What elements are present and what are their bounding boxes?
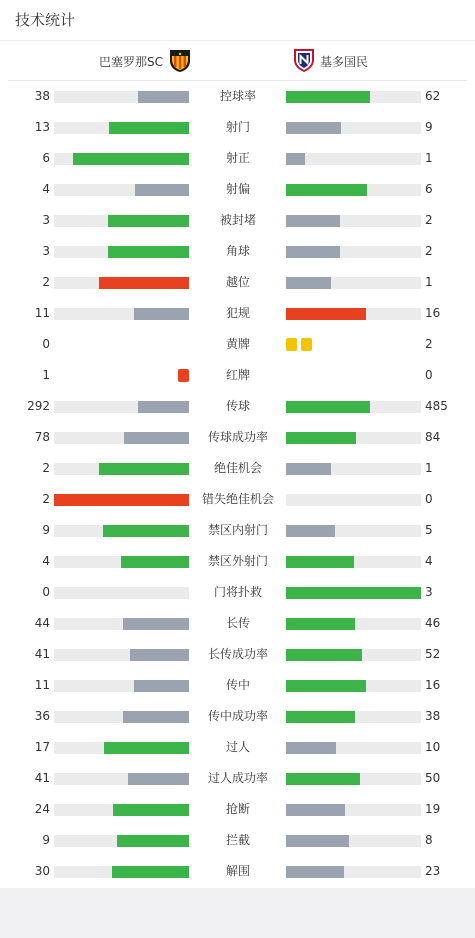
away-value: 4 xyxy=(425,554,433,568)
stat-label: 被封堵 xyxy=(219,213,256,227)
away-value: 0 xyxy=(425,368,433,382)
stat-row xyxy=(0,546,475,577)
away-bar-track xyxy=(286,866,421,878)
home-bar-track xyxy=(54,91,189,103)
home-bar-track xyxy=(54,618,189,630)
home-bar-fill xyxy=(134,308,189,320)
stat-row xyxy=(0,453,475,484)
home-value: 78 xyxy=(34,430,50,444)
stat-label: 传球 xyxy=(225,399,250,413)
away-bar-track xyxy=(286,773,421,785)
page-footer-area xyxy=(0,888,475,938)
home-bar-fill xyxy=(112,866,189,878)
home-bar-track xyxy=(54,277,189,289)
away-bar-fill xyxy=(286,866,344,878)
home-bar-fill xyxy=(138,91,189,103)
away-bar-fill xyxy=(286,835,349,847)
stat-label: 过人 xyxy=(225,740,250,754)
stat-row xyxy=(0,763,475,794)
stat-label: 解围 xyxy=(225,864,250,878)
away-bar-fill xyxy=(286,525,335,537)
away-bar-fill xyxy=(286,277,331,289)
stat-label: 控球率 xyxy=(219,89,256,103)
away-bar-fill xyxy=(286,308,366,320)
stat-row xyxy=(0,81,475,112)
home-bar-fill xyxy=(130,649,189,661)
away-value: 16 xyxy=(425,306,441,320)
stat-label: 黄牌 xyxy=(225,337,250,351)
stat-label: 抢断 xyxy=(225,802,250,816)
away-bar-track xyxy=(286,122,421,134)
away-value: 19 xyxy=(425,802,441,816)
away-bar-track xyxy=(286,463,421,475)
away-value: 52 xyxy=(425,647,441,661)
home-value: 1 xyxy=(42,368,50,382)
stat-label: 绝佳机会 xyxy=(213,461,262,475)
away-bar-track xyxy=(286,742,421,754)
home-bar-fill xyxy=(104,742,189,754)
away-bar-track xyxy=(286,618,421,630)
home-value: 44 xyxy=(34,616,50,630)
section-title: 技术统计 xyxy=(15,11,76,29)
home-bar-track xyxy=(54,401,189,413)
home-bar-fill xyxy=(117,835,189,847)
stat-row xyxy=(0,267,475,298)
away-bar-track xyxy=(286,215,421,227)
away-bar-track xyxy=(286,835,421,847)
home-value: 6 xyxy=(42,151,50,165)
away-bar-track xyxy=(286,587,421,599)
home-value: 0 xyxy=(42,337,50,351)
away-bar-track xyxy=(286,432,421,444)
stat-label: 犯规 xyxy=(225,306,250,320)
away-value: 23 xyxy=(425,864,441,878)
home-value: 41 xyxy=(34,771,50,785)
home-bar-fill xyxy=(124,432,189,444)
home-value: 41 xyxy=(34,647,50,661)
home-bar-track xyxy=(54,804,189,816)
stat-label: 传球成功率 xyxy=(207,430,268,444)
yellow-card-icon xyxy=(301,338,312,351)
away-value: 8 xyxy=(425,833,433,847)
away-value: 46 xyxy=(425,616,441,630)
away-value: 16 xyxy=(425,678,441,692)
away-bar-fill xyxy=(286,773,360,785)
home-value: 11 xyxy=(34,306,50,320)
stat-label: 射门 xyxy=(225,120,250,134)
away-value: 0 xyxy=(425,492,433,506)
home-value: 17 xyxy=(34,740,50,754)
home-bar-fill xyxy=(109,122,189,134)
home-team[interactable] xyxy=(99,49,193,74)
home-bar-track xyxy=(54,649,189,661)
away-bar-fill xyxy=(286,618,355,630)
home-bar-track xyxy=(54,494,189,506)
away-bar-track xyxy=(286,308,421,320)
home-bar-track xyxy=(54,711,189,723)
home-value: 38 xyxy=(34,89,50,103)
home-value: 3 xyxy=(42,244,50,258)
home-bar-fill xyxy=(123,711,189,723)
away-bar-fill xyxy=(286,401,370,413)
stat-row xyxy=(0,794,475,825)
away-bar-track xyxy=(286,556,421,568)
home-value: 2 xyxy=(42,275,50,289)
away-value: 10 xyxy=(425,740,441,754)
away-bar-fill xyxy=(286,463,331,475)
home-bar-fill xyxy=(108,215,189,227)
stats-list xyxy=(0,81,475,887)
away-value: 1 xyxy=(425,151,433,165)
away-bar-fill xyxy=(286,649,362,661)
away-bar-fill xyxy=(286,246,340,258)
yellow-card-icon xyxy=(286,338,297,351)
stat-row xyxy=(0,856,475,887)
stat-row xyxy=(0,205,475,236)
home-bar-fill xyxy=(103,525,189,537)
home-value: 292 xyxy=(27,399,50,413)
home-bar-track xyxy=(54,463,189,475)
away-value: 6 xyxy=(425,182,433,196)
away-bar-track xyxy=(286,525,421,537)
stat-row xyxy=(0,298,475,329)
stat-row xyxy=(0,329,475,360)
home-bar-track xyxy=(54,587,189,599)
away-bar-fill xyxy=(286,91,370,103)
away-bar-track xyxy=(286,711,421,723)
away-bar-fill xyxy=(286,122,341,134)
away-bar-track xyxy=(286,401,421,413)
stat-row xyxy=(0,112,475,143)
home-bar-track xyxy=(54,184,189,196)
away-value: 62 xyxy=(425,89,441,103)
stat-label: 长传成功率 xyxy=(207,647,268,661)
away-bar-track xyxy=(286,494,421,506)
home-bar-track xyxy=(54,215,189,227)
away-bar-fill xyxy=(286,215,340,227)
stat-row xyxy=(0,360,475,391)
stat-label: 过人成功率 xyxy=(207,771,268,785)
home-value: 30 xyxy=(34,864,50,878)
home-value: 9 xyxy=(42,833,50,847)
away-team[interactable] xyxy=(292,49,368,74)
home-bar-fill xyxy=(99,463,189,475)
stat-label: 禁区外射门 xyxy=(207,554,268,568)
away-bar-fill xyxy=(286,432,356,444)
stat-row xyxy=(0,391,475,422)
home-value: 36 xyxy=(34,709,50,723)
stat-row xyxy=(0,577,475,608)
stat-label: 禁区内射门 xyxy=(207,523,268,537)
home-value: 11 xyxy=(34,678,50,692)
stat-label: 长传 xyxy=(225,616,250,630)
away-bar-fill xyxy=(286,680,366,692)
home-bar-fill xyxy=(99,277,189,289)
home-bar-fill xyxy=(135,184,189,196)
stat-row xyxy=(0,484,475,515)
home-bar-track xyxy=(54,246,189,258)
home-bar-track xyxy=(54,680,189,692)
home-value: 13 xyxy=(34,120,50,134)
home-bar-track xyxy=(54,773,189,785)
away-bar-track xyxy=(286,153,421,165)
stat-label: 传中 xyxy=(225,678,250,692)
home-bar-fill xyxy=(123,618,189,630)
away-bar-track xyxy=(286,277,421,289)
home-bar-track xyxy=(54,122,189,134)
away-team-name: 基多国民 xyxy=(320,55,369,69)
home-bar-fill xyxy=(108,246,189,258)
stat-label: 红牌 xyxy=(225,368,250,382)
away-bar-fill xyxy=(286,556,354,568)
home-bar-track xyxy=(54,556,189,568)
stat-row xyxy=(0,639,475,670)
home-team-crest-icon xyxy=(167,47,193,77)
stat-row xyxy=(0,670,475,701)
home-bar-track xyxy=(54,835,189,847)
stat-label: 射正 xyxy=(225,151,250,165)
home-value: 3 xyxy=(42,213,50,227)
away-bar-fill xyxy=(286,711,355,723)
home-bar-track xyxy=(54,742,189,754)
stat-row xyxy=(0,825,475,856)
away-bar-fill xyxy=(286,742,336,754)
teams-header xyxy=(8,41,467,81)
away-bar-track xyxy=(286,649,421,661)
away-value: 2 xyxy=(425,244,433,258)
stat-label: 门将扑救 xyxy=(213,585,262,599)
stat-label: 射偏 xyxy=(225,182,250,196)
stat-row xyxy=(0,143,475,174)
stat-row xyxy=(0,174,475,205)
stat-row xyxy=(0,422,475,453)
away-value: 1 xyxy=(425,275,433,289)
away-value: 2 xyxy=(425,337,433,351)
home-bar-track xyxy=(54,432,189,444)
away-value: 485 xyxy=(425,399,448,413)
home-bar-track xyxy=(54,153,189,165)
away-bar-track xyxy=(286,246,421,258)
away-bar-fill xyxy=(286,804,345,816)
stat-label: 角球 xyxy=(225,244,250,258)
away-value: 2 xyxy=(425,213,433,227)
home-value: 0 xyxy=(42,585,50,599)
away-bar-track xyxy=(286,184,421,196)
stat-label: 拦截 xyxy=(225,833,250,847)
home-team-name: 巴塞罗那SC xyxy=(99,55,163,69)
stat-row xyxy=(0,608,475,639)
away-value: 9 xyxy=(425,120,433,134)
home-bar-track xyxy=(54,525,189,537)
home-bar-fill xyxy=(128,773,189,785)
away-bar-fill xyxy=(286,153,305,165)
home-value: 4 xyxy=(42,182,50,196)
away-value: 38 xyxy=(425,709,441,723)
home-bar-fill xyxy=(121,556,189,568)
stat-label: 越位 xyxy=(225,275,250,289)
home-bar-fill xyxy=(54,494,189,506)
stat-row xyxy=(0,701,475,732)
stat-row xyxy=(0,515,475,546)
home-bar-fill xyxy=(113,804,189,816)
home-bar-fill xyxy=(134,680,189,692)
away-value: 1 xyxy=(425,461,433,475)
home-bar-track xyxy=(54,308,189,320)
home-value: 2 xyxy=(42,461,50,475)
away-bar-track xyxy=(286,804,421,816)
away-value: 50 xyxy=(425,771,441,785)
away-value: 5 xyxy=(425,523,433,537)
home-value: 4 xyxy=(42,554,50,568)
away-bar-fill xyxy=(286,587,421,599)
home-value: 2 xyxy=(42,492,50,506)
red-card-icon xyxy=(178,369,189,382)
stat-label: 错失绝佳机会 xyxy=(201,492,274,506)
away-bar-track xyxy=(286,680,421,692)
home-bar-fill xyxy=(73,153,189,165)
home-value: 24 xyxy=(34,802,50,816)
home-bar-fill xyxy=(138,401,189,413)
stat-row xyxy=(0,732,475,763)
away-bar-track xyxy=(286,91,421,103)
home-value: 9 xyxy=(42,523,50,537)
stat-label: 传中成功率 xyxy=(207,709,268,723)
home-bar-track xyxy=(54,866,189,878)
away-value: 84 xyxy=(425,430,441,444)
away-bar-fill xyxy=(286,184,367,196)
away-team-crest-icon xyxy=(292,47,316,77)
stat-row xyxy=(0,236,475,267)
away-value: 3 xyxy=(425,585,433,599)
